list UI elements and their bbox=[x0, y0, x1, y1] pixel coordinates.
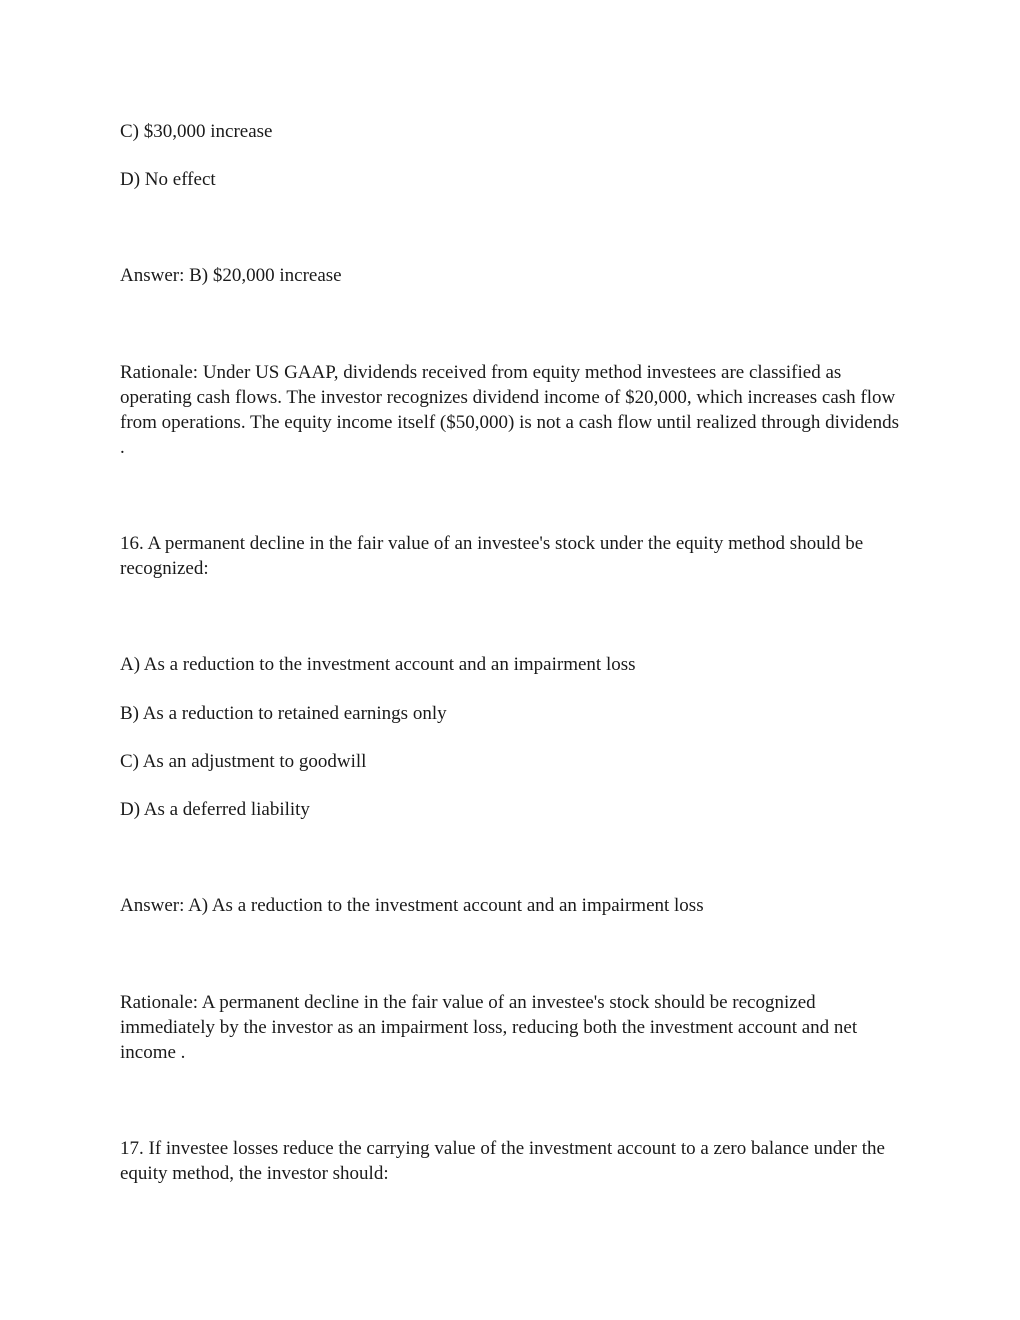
q16-option-d: D) As a deferred liability bbox=[120, 799, 310, 820]
q16-rationale: Rationale: A permanent decline in the fair value of an investee's stock should be recognized immediately by the investor as an impairment loss, reducing both the investment account and net income . bbox=[120, 992, 858, 1063]
prev-option-d: D) No effect bbox=[120, 169, 216, 190]
q16-option-b: B) As a reduction to retained earnings only bbox=[120, 703, 447, 724]
q16-question: 16. A permanent decline in the fair value of an investee's stock under the equity method should be recognized: bbox=[120, 533, 864, 579]
prev-rationale: Rationale: Under US GAAP, dividends received from equity method investees are classified as operating cash flows. The investor recognizes dividend income of $20,000, which increases cash flow from operations. The equity income itself ($50,000) is not a cash flow until realized through dividends . bbox=[120, 362, 899, 458]
q17-question: 17. If investee losses reduce the carrying value of the investment account to a zero balance under the equity method, the investor should: bbox=[120, 1138, 885, 1184]
q16-option-c: C) As an adjustment to goodwill bbox=[120, 751, 367, 772]
q16-answer: Answer: A) As a reduction to the investment account and an impairment loss bbox=[120, 895, 704, 916]
prev-answer: Answer: B) $20,000 increase bbox=[120, 265, 342, 286]
q16-option-a: A) As a reduction to the investment account and an impairment loss bbox=[120, 654, 636, 675]
prev-option-c: C) $30,000 increase bbox=[120, 121, 273, 142]
